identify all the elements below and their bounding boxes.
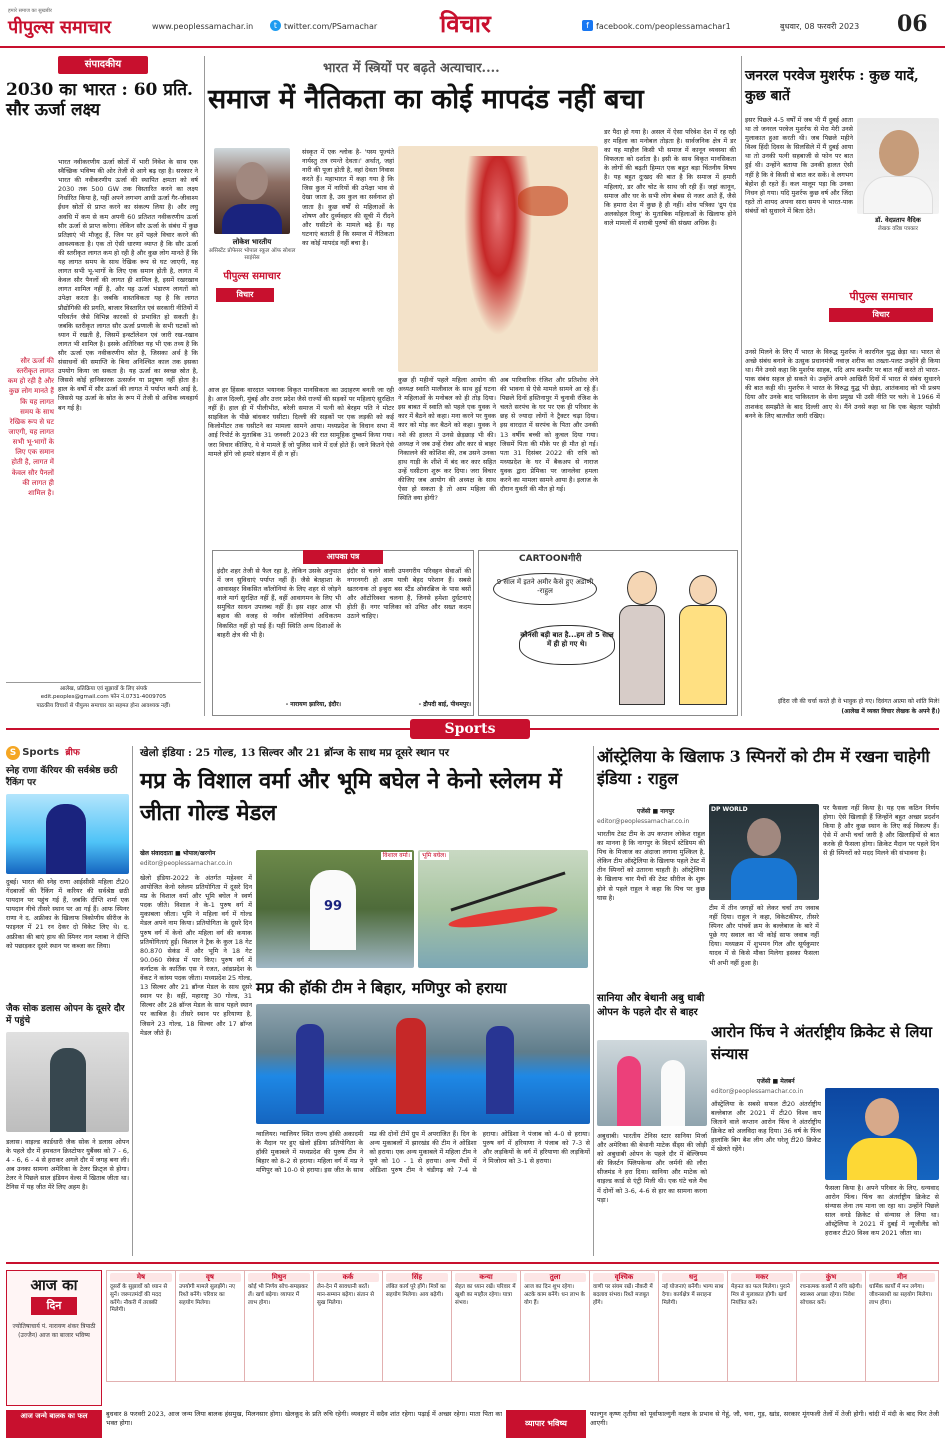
rashi-text: दूसरों के सुझावों को ध्यान से सुनें। जरूरतमंदों की मदद करेंगे। नौकरी में तरक्की मिलेगी। bbox=[110, 1284, 168, 1314]
rashi-name: कुंभ bbox=[800, 1273, 862, 1282]
letter-1: इंदौर शहर तेजी से फैल रहा है, लेकिन उसके अनुपात में जन सुविधाएं पर्याप्त नहीं हैं। जैसे बेतहाशा के आवासहर विकसित कॉलोनियां के लिए शहर से जोड़ने वाले मार्ग सुरक्षित नहीं हैं, वहीं आवागमन के लिए भी समुचित साधन उपलब्ध नहीं हैं। इस शहर आज भी बहाव की वजह से नवीन कॉलोनियां अधिकतम विकसित नहीं हो पाई हैं। यहीं स्थिति अन्य दिशाओं के बाहरी क्षेत्र की भी है। bbox=[217, 567, 341, 639]
letter-1-sign: - नारायण झारिया, इंदौर। bbox=[285, 701, 341, 708]
hockey-player-2 bbox=[396, 1018, 426, 1114]
rashi-text: कोई भी निर्णय सोच-समझकर लें। खर्च बढ़ेगा। व्यापार में लाभ होगा। bbox=[248, 1284, 308, 1306]
cartoon-bubble-1: 9 साल में इतने अमीर कैसे हुए अडाणी -राहुल bbox=[493, 573, 597, 605]
rashi-text: वाणी पर संयम रखें। नौकरी में बदलाव संभव। रिश्ते मजबूत होंगे। bbox=[593, 1284, 653, 1306]
rashi-name: धनु bbox=[662, 1273, 724, 1282]
rashi-vrish bbox=[176, 1271, 245, 1381]
rashi-kanya bbox=[452, 1271, 521, 1381]
story1-photo-2 bbox=[418, 850, 588, 968]
author-brand-sub: विचार bbox=[216, 288, 274, 302]
story1-bib: 99 bbox=[323, 899, 343, 914]
facebook-icon: f bbox=[582, 20, 593, 31]
sports-banner: Sports bbox=[410, 719, 530, 739]
hockey-body: ग्वालियर। ग्वालियर स्थित राज्य हॉकी अकादमी के मैदान पर हुए खेलो इंडिया प्रतियोगिता के हॉकी मुकाबले में मध्यप्रदेश की पुरुष टीम ने बिहार को 8-2 से हराया। महिला वर्ग में मप्र ने मणिपुर को 10-0 से हराया। इस जीत के साथ मप्र की दोनों टीमें ग्रुप में अपराजित हैं। दिन के अन्य मुकाबलों में झारखंड की टीम ने ओडिशा को हराया। एक अन्य मुकाबले में महिला टीम ने पुणे को 10 - 1 से हराया। अन्य मैचों में ओडिशा पुरुष टीम ने चंडीगढ़ को 7-4 से हराया। ओडिशा ने पंजाब को 4-0 से हराया। पुरुष वर्ग में हरियाणा ने पंजाब को 7-3 से और लड़कियों के वर्ग में हरियाणा की लड़कियों ने मिजोरम को 3-1 से हराया। bbox=[256, 1130, 590, 1175]
story2-headline: ऑस्ट्रेलिया के खिलाफ 3 स्पिनरों को टीम में रखना चाहेगी इंडिया : राहुल bbox=[597, 747, 930, 789]
article-col2: कुछ ही महीनों पहले महिला आयोग की अध्यक्ष स्वाति मालीवाल के साथ हुई घटना ने महिलाओं के मनोबल को ही तोड़ दिया। इस बाबत में स्वाति को पहले एक युवक ने कार में बैठने को कहा। मना करने पर युवक कार को मोड़ कर बैठने को कहा। युवक ने नशे की हालत में उनसे छेड़छाड़ भी की। अध्यक्ष ने जब उन्हें रोका और कार से बाहर निकालने की कोशिश की, तब उसने उनका हाथ गाड़ी के शीशे में बंद कर कार सहित उन्हें घसीटना शुरू कर दिया। जरा विचार कीजिए जब आयोग की अध्यक्ष के साथ ऐसा हो सकता है तो आम महिला की स्थिति क्या होगी? bbox=[398, 376, 496, 503]
horoscope-title-box bbox=[6, 1270, 102, 1406]
author-photo bbox=[214, 148, 290, 234]
market-label: व्यापार भविष्य bbox=[506, 1410, 586, 1438]
author-face bbox=[236, 162, 268, 200]
cartoon-bubble-2: कौनसी बड़ी बात है...हम तो 5 साल में ही हो गए थे। bbox=[519, 625, 615, 665]
article-illustration bbox=[398, 146, 598, 372]
author-shirt bbox=[222, 204, 282, 234]
rashi-text: रचनात्मक कार्यों में रुचि बढ़ेगी। स्वास्थ्य अच्छा रहेगा। निवेश सोचकर करें। bbox=[800, 1284, 862, 1306]
rashi-tula bbox=[521, 1271, 590, 1381]
article-col1b: आज हर हिंसक वारदात भयानक विकृत मानसिकता का उदाहरण बनती जा रही है। आज दिल्ली, मुंबई और उत्तर प्रदेश जैसे राज्यों की सड़कों पर महिलाएं सुरक्षित नहीं हैं। हाल ही में पीलीभीत, बरेली समाज में पत्नी को बेरहम पति ने मोटर साइकिल के पीछे बांधकर घसीटा। दिल्ली की सड़कों पर एक लड़की को कई किलोमीटर तक घसीटने का मामला सामने आया। मध्यप्रदेश के विधान सभा में आई रिपोर्ट के मुताबिक 31 जनवरी 2023 की रात सामूहिक दुष्कर्म किया गया। जरा विचार कीजिए, ये वे मामले हैं जो पुलिस थाने में दर्ज होते हैं। जाने कितने ऐसे मामले होंगे जो हमारे संज्ञान में ही न हों। bbox=[208, 386, 394, 458]
author-box bbox=[208, 148, 296, 398]
story2-body-3: पर फैसला नहीं किया है। यह एक कठिन निर्णय होगा। ऐसे खिलाड़ी हैं जिन्होंने बहुत अच्छा प्रदर्शन किया है और कुछ स्थान के लिए कई विकल्प हैं। ऐसे में अभी चर्चा जारी है और खिलाड़ियों से बात करके ही फैसला होगा। क्रिकेट मैदान पर पहले दिन से ही स्पिनरों को मदद मिलने की संभावना है। bbox=[823, 804, 939, 858]
cartoon-figure-right bbox=[675, 575, 731, 711]
page-number: 06 bbox=[897, 11, 928, 37]
rashi-mesh bbox=[107, 1271, 176, 1381]
right-body-1: इसर पिछले 4-5 वर्षों में जब भी मैं दुबई आता था तो जनरल परवेज मुशर्रफ से मेरा मेरी उनसे मुलाकात हुआ करती थी। जब पिछले महीने विश्व हिंदी दिवस के सिलसिले में मैं दुबई आया था तो उनकी पत्नी सहबाजी से फोन पर बात हुई थी। उन्होंने बताया कि उनकी हालत ऐसी नहीं है कि वे किसी से बात कर सकें। वे लगभग बेहोश ही रहते हैं। कल मालूम पड़ा कि उनका निधन हो गया। यदि मुशर्रफ कुछ वर्ष और जिंदा रहते तो शायद अपना सारा समय वे भारत-पाक संबंधों को सुधारने में बिता देते। bbox=[745, 116, 853, 215]
website-link[interactable]: www.peoplessamachar.in bbox=[152, 22, 254, 31]
horoscope-title-bottom: दिन bbox=[31, 1297, 77, 1315]
letter-2: इंदौर से चलने वाली उपनगरीय परिवहन सेवाओं की नगरनगरी हो आम यात्री बेहद परेशान हैं। सबसे खतरनाक तो इन्हुरा बस स्टैंड ओवरब्रिज के पास बसों और ऑटोरिक्शा चलना है, जिनसे हमेशा दुर्घटनाएं होती हैं। नगर पालिका को उचित और सख्त कदम उठाने चाहिए। bbox=[347, 567, 471, 621]
rashi-name: मेष bbox=[110, 1273, 172, 1282]
brand-name: पीपुल्स समाचार bbox=[8, 17, 111, 38]
market-text: फाल्गुन कृष्ण तृतीया को पूर्वाफाल्गुनी नक्षत्र के प्रभाव से गेहूं, जौ, चना, गुड़, खांड, सरकार मूंगफली तेलों में तेजी होगी। चांदी में मंदी के बाद फिर तेजी आएगी। bbox=[590, 1410, 939, 1428]
article-kicker: भारत में स्त्रियों पर बढ़ते अत्याचार.... bbox=[323, 61, 500, 76]
horoscope-intro: ज्योतिषाचार्य पं. नारायण शंकर त्रिपाठी (उज्जैन) आज का बाजार भविष्य bbox=[12, 1323, 96, 1339]
rashi-kark bbox=[314, 1271, 383, 1381]
rashi-mithun bbox=[245, 1271, 314, 1381]
brief2-photo bbox=[6, 1032, 129, 1132]
finch-body-2: फैसला किया है। अपने परिवार के लिए, धन्यवाद आरोन फिंच। फिंच का अंतर्राष्ट्रीय क्रिकेट से संन्यास लेना तय माना जा रहा था। उन्होंने पिछले साल वनडे क्रिकेट से संन्यास ले लिया था। ऑस्ट्रेलिया ने 2021 में दुबई में न्यूजीलैंड को हराकर टी20 विश्व कप 2021 जीता था। bbox=[825, 1184, 939, 1238]
horoscope-section bbox=[6, 1262, 939, 1442]
editorial-headline: 2030 का भारत : 60 प्रति. सौर ऊर्जा लक्ष्य bbox=[6, 80, 193, 121]
editorial-body: भारत नवीकरणीय ऊर्जा स्रोतों में भारी निवेश के साथ एक स्वैच्छिक भविष्य की ओर तेजी से आगे बढ़ रहा है। सरकार ने भारत की नवीकरणीय ऊर्जा की स्थापित क्षमता को वर्ष 2030 तक 500 GW तक विस्तारित करने का लक्ष्य निर्धारित किया है, यहीं अपने लगभग आधी ऊर्जा गैर-जीवाश्म ईंधन स्रोतों से प्राप्त करने का संकल्प लिया है। और लघु अवधि में कम से कम अपनी 60 प्रतिशत नवीकरणीय ऊर्जा सौर ऊर्जा से प्राप्त करेगा। लेकिन सौर ऊर्जा के संबंध में कुछ प्रतिज्ञाएं भी मौजूद हैं, जिन पर हमें पहले विचार करने की आवश्यकता है। एक तो ऐसी धारणा व्याप्त है कि सौर ऊर्जा की स्तरीकृत लागत कम हो रही है और कुछ लोग मानते हैं कि यह लागत समय के साथ रेखिक रूप से घट जाएगी, यह लागत सभी भू-भागों के लिए एक समान होती है, लागत में केवल सौर पैनलों की लागत ही शामिल है, इसमें रखरखाव लागत शामिल नहीं है, और यह ऊर्जा भंडारण लागतों को उपेक्षा करता है। जबकि वास्तविकता यह है कि लागत प्रौद्योगिकी की प्रगति, बाजार विस्तारित एवं सरकारी नीतियों में परिवर्तन जैसे विभिन्न कारकों से प्रभावित हो सकती है। जबकि स्तरीकृत लागत सौर ऊर्जा प्रणाली के सभी घटकों को ध्यान में रखती है, जिसमें इन्स्टॉलेशन एवं जारी रख-रखाव लागत भी शामिल है। इसके अतिरिक्त यह भी एक तथ्य है कि सौर ऊर्जा एक नवीकरणीय स्रोत है, जिसका अर्थ है कि संसाधनों की समाप्ति के बिना अनिश्चित काल तक इसका उपयोग किया जा सकता है। यह ऊर्जा का स्वच्छ स्रोत है, जिससे कोई हानिकारक उत्सर्जन या प्रदूषण नहीं होता है। हाल के वर्षों में सौर ऊर्जा की लागत में पर्याप्त कमी आई है, जिससे यह ऊर्जा के स्रोत के रूप में तेजी से अधिक व्यवहार्य बन गई है। bbox=[58, 158, 198, 412]
right-article bbox=[745, 56, 940, 716]
footer-contact-label: आलेख, प्रतिक्रिया एवं सुझावों के लिए संपर्क bbox=[59, 686, 148, 692]
story1-headline: मप्र के विशाल वर्मा और भूमि बघेल ने केनो स्लेलम में जीता गोल्ड मेडल bbox=[140, 768, 562, 826]
rashi-name: वृश्चिक bbox=[593, 1273, 655, 1282]
rashi-name: कन्या bbox=[455, 1273, 517, 1282]
sports-brief bbox=[6, 746, 129, 1256]
rashi-text: नई योजनाएं बनेंगी। भाग्य साथ देगा। कार्यक्षेत्र में सराहना मिलेगी। bbox=[662, 1284, 724, 1306]
rashi-singh bbox=[383, 1271, 452, 1381]
rashi-name: वृष bbox=[179, 1273, 241, 1282]
tennis-headline: सानिया और बेथानी अबु धाबी ओपन के पहले दौर से बाहर bbox=[597, 993, 705, 1018]
cartoon-figure-left bbox=[617, 571, 667, 711]
illustration-figure bbox=[458, 156, 538, 356]
story2-email[interactable]: editor@peoplessamachar.co.in bbox=[597, 818, 690, 825]
rashi-name: तुला bbox=[524, 1273, 586, 1282]
story1-kicker: खेलो इंडिया : 25 गोल्ड, 13 सिल्वर और 21 ब्रॉन्ज के साथ मप्र दूसरे स्थान पर bbox=[140, 747, 449, 759]
illustration-hand bbox=[518, 186, 568, 216]
article-col4: डर पैदा हो गया है। असल में ऐसा परिवेश देश में रह रही हर महिला का मनोबल तोड़ता है। सार्वजनिक क्षेत्र में डर का यह माहौल किसी भी समाज में कानून व्यवस्था की विफलता को दर्शाता है। इसी के साथ विकृत मानसिकता के लोगों की बढ़ती हिम्मत एक बहुत बड़ा चिंतनीय विषय है। यह बहुत दुःखद की बात है कि समाज में हमारी महिलाएं, डर और चोट के साथ जी रही हैं। जहां कानून, समाज और घर के सभी लोग बेबस से नजर आते हैं, जैसे कि हमारा देश में कुछ है ही नहीं। शोध पत्रिका 'द्रुप एंड अलकोहल रिव्यु' के मुताबिक महिलाओं के खिलाफ होने वाले मामलों में शराबी पुरुषों की संख्या अधिक है। bbox=[604, 128, 736, 227]
brief-logo-text: Sports bbox=[22, 747, 60, 758]
story1-paddle bbox=[450, 872, 565, 912]
brand-logo bbox=[8, 8, 148, 40]
brief-label: ब्रीफ bbox=[65, 748, 80, 758]
author-name: लोकेश भारतीय bbox=[232, 238, 272, 246]
brief1-photo bbox=[6, 794, 129, 874]
editorial-pull-quote: सौर ऊर्जा की स्तरीकृत लागत कम हो रही है और कुछ लोग मानते हैं कि यह लागत समय के साथ रेखिक रूप से घट जाएगी, यह लागत सभी भू-भागों के लिए एक समान होती है, लागत में केवल सौर पैनलों की लागत ही शामिल है। bbox=[7, 357, 54, 497]
section-title: विचार bbox=[440, 9, 491, 38]
rashi-text: सेहत का ध्यान रखें। परिवार में खुशी का माहौल रहेगा। यात्रा संभव। bbox=[455, 1284, 516, 1306]
hockey-player-3 bbox=[486, 1026, 514, 1114]
rashi-vrishchik bbox=[590, 1271, 659, 1381]
brief1-player bbox=[46, 804, 86, 874]
hockey-headline: मप्र की हॉकी टीम ने बिहार, मणिपुर को हराया bbox=[256, 979, 507, 997]
right-author-face bbox=[879, 130, 919, 176]
rashi-text: लंबित कार्य पूरे होंगे। मित्रों का सहयोग मिलेगा। आय बढ़ेगी। bbox=[386, 1284, 446, 1298]
brief2-headline: जैक सोक डलास ओपन के दूसरे दौर में पहुंचे bbox=[6, 1004, 125, 1026]
article-col1: संस्कृत में एक श्लोक है- 'यस्य पूज्यंते नार्यस्तु तत्र रमन्ते देवता।' अर्थात्, जहां नारी की पूजा होती है, वहां देवता निवास करते हैं। महाभारत में कहा गया है कि जिस कुल में नारियों की उपेक्षा भाव से देखा जाता है, उस कुल का सर्वनाश हो जाता है। कुछ वर्षों से महिलाओं के शोषण और दुर्व्यवहार की सूची में रौंदने और घसीटने के मामले बढ़े हैं। यह घटनाएं बताती हैं कि समाज में नैतिकता का कोई मापदंड नहीं बचा है। bbox=[302, 148, 394, 247]
right-author-name: डॉ. वेदप्रताप वैदिक bbox=[875, 216, 921, 224]
finch-headline: आरोन फिंच ने अंतर्राष्ट्रीय क्रिकेट से लिया संन्यास bbox=[711, 1023, 932, 1063]
sports-story-1 bbox=[136, 746, 590, 1256]
finch-player-shirt bbox=[847, 1138, 917, 1180]
story1-photo-1 bbox=[256, 850, 414, 968]
editorial-footer bbox=[6, 682, 201, 710]
rashi-text: मेहनत का फल मिलेगा। पुराने मित्र से मुलाकात होगी। खर्च नियंत्रित करें। bbox=[731, 1284, 790, 1306]
brief2-player bbox=[50, 1048, 86, 1132]
cartoon-box bbox=[478, 550, 738, 716]
footer-disclaimer: पाठकीय विचारों से पीपुल्स समाचार का सहमत होना आवश्यक नहीं। bbox=[36, 702, 171, 709]
right-headline: जनरल परवेज मुशर्रफ : कुछ यादें, कुछ बातें bbox=[745, 68, 919, 105]
right-author-shirt bbox=[863, 176, 933, 214]
story1-dateline: खेल संवाददाता ■ भोपाल/खरगोन bbox=[140, 850, 216, 857]
brand-tagline: हमारे समाज का सुखबीर bbox=[8, 8, 52, 14]
story2-body-1: भारतीय टेस्ट टीम के उप कप्तान लोकेश राहुल का मानना है कि नागपुर के विदर्भ स्टेडियम की पिच के मिजाज का अंदाजा लगाना मुश्किल है, लेकिन टीम ऑस्ट्रेलिया के खिलाफ पहले टेस्ट में तीन स्पिनरों को उतारना चाहती है। ऑस्ट्रेलिया के खिलाफ चार मैचों की टेस्ट सीरीज के शुरू होने से पहले राहुल ने कहा कि पिच पर कुछ घास है। bbox=[597, 830, 705, 902]
letters-box bbox=[212, 550, 474, 716]
right-author-desc: लेखक वरिष्ठ पत्रकार bbox=[878, 226, 918, 232]
right-footer: (आलेख में व्यक्त विचार लेखक के अपने हैं।) bbox=[841, 708, 940, 715]
rashi-text: लेन-देन में सावधानी बरतें। मान-सम्मान बढ़ेगा। संतान से सुख मिलेगा। bbox=[317, 1284, 374, 1306]
story1-body: खेलो इंडिया-2022 के अंतर्गत महेश्वर में आयोजित केनो स्लेलम प्रतियोगिता में दूसरे दिन मप्र के विशाल वर्मा और भूमि बघेल ने स्वर्ण पदक जीते। विशाल ने के-1 पुरुष वर्ग में मुकाबला जीता। भूमि ने महिला वर्ग में गोल्ड मेडल अपने नाम किया। प्रतियोगिता के दूसरे दिन पुरुष वर्ग में केनो और महिला वर्ग की कयाक प्रतियोगिताएं हुईं। विशाल ने ट्रैक के कुल 18 गेट 80.870 सेकंड में और भूमि ने 18 गेट 90.060 सेकंड में पार किए। पुरुष वर्ग में कर्नाटक के कार्तिक एस ने रजत, आंध्रप्रदेश के वेंकट ने कांस्य पदक जीता। मध्यप्रदेश 25 गोल्ड, 13 सिल्वर और 21 ब्रॉन्ज मेडल के साथ दूसरे स्थान पर है। वहीं, महाराष्ट्र 30 गोल्ड, 31 सिल्वर और 28 ब्रॉन्ज मेडल के साथ पहले स्थान पर काबिज है। तीसरे स्थान पर हरियाणा है, जिसने 23 गोल्ड, 18 सिल्वर और 17 ब्रॉन्ज मेडल जीते हैं। bbox=[140, 874, 252, 1037]
right-rip: इंदिरा जी की चर्चा करते ही वे भावुक हो गए। दिवंगत आत्मा को शांति मिले! bbox=[778, 698, 940, 705]
letters-title: आपका पत्र bbox=[303, 550, 383, 564]
baby-text: बुधवार 8 फरवरी 2023, आज जन्म लिया बालक हंसमुख, मिलनसार होगा। खेलकूद के प्रति रुचि रहेगी। व्यवहार में सदैव शांत रहेगा। पढ़ाई में अच्छा रहेगा। माता पिता का भक्त होगा। bbox=[106, 1410, 502, 1428]
tennis-body: अबुधाबी। भारतीय टेनिस स्टार सानिया मिर्जा और अमेरिका की बेथानी माटेक सैंड्स की जोड़ी को अबुधाबी ओपन के पहले दौर में बेल्जियम की किर्स्टन फ्लिपकेन्स और जर्मनी की लौरा सीजमंड ने हरा दिया। सानिया और माटेक को वाइल्ड कार्ड से एंट्री मिली थी। एक घंटे चले मैच में दोनों को 3-6, 4-6 से हार का सामना करना पड़ा। bbox=[597, 1132, 707, 1204]
brief1-body: दुबई। भारत की स्नेह राणा आईसीसी महिला टी20 गेंदबाजों की रैंकिंग में करियर की सर्वश्रेष्ठ छठी पायदान पर पहुंच गई हैं, जबकि दीप्ति शर्मा एक पायदान नीचे तीसरे स्थान पर आ गई हैं। आफ स्पिनर राणा ने द. अफ्रीका के खिलाफ त्रिकोणीय सीरीज के फाइनल में 21 रन देकर दो विकेट लिए थे। द. अफ्रीका की बाएं हाथ की स्पिनर नान म्लाबा ने दीप्ति को पछाड़कर दूसरे स्थान पर कब्जा कर लिया। bbox=[6, 878, 129, 950]
finch-body-1: ऑस्ट्रेलिया के सबसे सफल टी20 अंतर्राष्ट्रीय बल्लेबाज और 2021 में टी20 विश्व कप जिताने वाले कप्तान आरोन फिंच ने अंतर्राष्ट्रीय क्रिकेट को अलविदा कह दिया। 36 वर्ष के फिंच हालांकि बिग बैश लीग और घरेलू टी20 क्रिकेट में खेलते रहेंगे। bbox=[711, 1100, 821, 1154]
rashi-name: मिथुन bbox=[248, 1273, 310, 1282]
right-brand: पीपुल्स समाचार bbox=[849, 290, 913, 303]
right-author-photo bbox=[857, 118, 939, 214]
tennis-player-1 bbox=[617, 1056, 641, 1126]
cartoon-title: CARTOONगीरी bbox=[519, 554, 582, 564]
story2-photo-text: DP WORLD bbox=[711, 806, 748, 813]
editorial-section bbox=[6, 56, 201, 716]
story1-photo-1-label: विशाल वर्मा। bbox=[382, 852, 410, 859]
hockey-photo bbox=[256, 1004, 590, 1124]
right-body-2: उनसे मिलने के लिए मैं भारत के विरुद्ध मुशर्रफ ने कारगिल युद्ध छेड़ा था। भारत से अच्छे संबंध बनाने के उत्सुक प्रधानमंत्री नवाज़ शरीफ का तख्ता-पलट उन्होंने ही किया था। मैंने उनसे कहा कि मुशर्रफ साहब, यदि आप कश्मीर पर बात नहीं करते तो भारत-पाक संबंध सहज हो सकते थे। उन्होंने अपने आखिरी दिनों में भारत से संबंध सुधारने की बात कही थी। मुशर्रफ ने भारत के विरुद्ध युद्ध भी छेड़ा, आतंकवाद को भी प्रश्रय दिया और उनके बाद पाकिस्तान के सेना प्रमुख भी उसी नीति पर चले। वे 1966 में ताशकंद समझौते के बाद दिल्ली आए थे। मैंने उनसे कहा था कि एक बेहतर पड़ोसी बनने के लिए बातचीत जारी रखिए। bbox=[745, 348, 940, 420]
brief1-headline: स्नेह राणा कॅरियर की सर्वश्रेष्ठ छठी रैंकिंग पर bbox=[6, 766, 118, 788]
story1-email[interactable]: editor@peoplessamachar.co.in bbox=[140, 860, 233, 867]
story2-body-2: टीम में तीन जगहों को लेकर चर्चा तय जवाब नहीं दिया। राहुल ने कहा, विकेटकीपर, तीसरे स्पिनर और पांचवें क्रम के बल्लेबाज के बारे में पूछे गए सवाल का भी कोई साफ जवाब नहीं दिया। मध्यक्रम में शुभमन गिल और सूर्यकुमार यादव में से किसे मौका मिलेगा इसका फैसला भी अभी नहीं हुआ है। bbox=[709, 904, 819, 967]
footer-email[interactable]: edit.peoples@gmail.com फोन नं.0731-4009705 bbox=[40, 694, 167, 701]
brief2-body: डलास। वाइल्ड कार्डधारी जैक सोक ने डलास ओपन के पहले दौर में हमवतन क्रिस्टोफर युबैंक्स को 7 - 6, 4 - 6, 6 - 4 से हराकर अगले दौर में जगह बना ली। अब उनका सामना अमेरिका के टेलर फ्रिट्ज से होगा। टेलर ने पिछले साल इंडियन वेल्स में खिताब जीता था। टैनिस में यह जीत मेरे लिए अहम है। bbox=[6, 1138, 129, 1192]
story2-dateline: एजेंसी ■ नागपुर bbox=[637, 808, 675, 815]
hockey-player-1 bbox=[296, 1024, 324, 1114]
rashi-text: धार्मिक कार्यों में मन लगेगा। जीवनसाथी का सहयोग मिलेगा। लाभ होगा। bbox=[869, 1284, 933, 1306]
brief-logo bbox=[6, 746, 129, 762]
finch-player-face bbox=[865, 1098, 899, 1136]
editorial-label: संपादकीय bbox=[58, 56, 148, 74]
issue-date: बुधवार, 08 फरवरी 2023 bbox=[780, 22, 860, 31]
baby-forecast bbox=[6, 1410, 506, 1440]
rashi-name: मकर bbox=[731, 1273, 793, 1282]
rashi-text: आज का दिन शुभ रहेगा। अटके काम बनेंगे। धन लाभ के योग हैं। bbox=[524, 1284, 585, 1306]
twitter-icon: t bbox=[270, 20, 281, 31]
rashi-kumbh bbox=[797, 1271, 866, 1381]
horoscope-title-top: आज का bbox=[30, 1276, 78, 1294]
story2-player-face bbox=[747, 818, 781, 856]
finch-photo bbox=[825, 1088, 939, 1180]
sports-story-2 bbox=[597, 746, 939, 1256]
rashi-grid bbox=[106, 1270, 939, 1382]
rashi-name: सिंह bbox=[386, 1273, 448, 1282]
author-desc: असिस्टेंट प्रोफेसर भोपाल स्कूल ऑफ सोशल साइंसेस bbox=[208, 248, 296, 262]
author-brand: पीपुल्स समाचार bbox=[223, 271, 281, 282]
tennis-player-2 bbox=[661, 1060, 685, 1126]
rashi-name: मीन bbox=[869, 1273, 935, 1282]
rashi-dhanu bbox=[659, 1271, 728, 1381]
rashi-text: उपयोगी मामले सुलझेंगे। नए रिश्ते बनेंगे। परिवार का सहयोग मिलेगा। bbox=[179, 1284, 236, 1306]
main-article bbox=[208, 56, 738, 546]
tennis-photo bbox=[597, 1040, 707, 1126]
market-forecast bbox=[506, 1410, 939, 1440]
brief-logo-s: S bbox=[6, 746, 20, 760]
story2-photo bbox=[709, 804, 819, 900]
rashi-meen bbox=[866, 1271, 938, 1381]
right-brand-sub: विचार bbox=[829, 308, 933, 322]
finch-email[interactable]: editor@peoplessamachar.co.in bbox=[711, 1088, 804, 1095]
finch-dateline: एजेंसी ■ मेलबर्न bbox=[757, 1078, 795, 1085]
rashi-name: कर्क bbox=[317, 1273, 379, 1282]
article-col3: अब पारिवारिक रंजिश और प्रतिशोध लेने की भावना से ऐसे मामले सामने आ रहे हैं। पिछले दिनों हस्तिनापुर में चुनावी रंजिश के चलते सरपंच के घर पर एक ही परिवार के छह से ज्यादा लोगों ने ट्रैक्टर चढ़ा दिया। इस वारदात में सरपंच के पिता और उनकी 13 वर्षीय बच्ची को कुचल दिया गया। जिसमें पिता की मौके पर ही मौत हो गई। पता 31 दिसंबर 2022 की रात्रि को मध्यप्रदेश के घर में बैकअप से नाराज युवक द्वारा प्रेमिका पर जानलेवा हमला करने का मामला सामने आया है। इलाज के दौरान युवती की मौत हो गई। bbox=[500, 376, 598, 494]
facebook-link[interactable]: facebook.com/peoplessamachar1 bbox=[596, 22, 731, 31]
article-headline: समाज में नैतिकता का कोई मापदंड नहीं बचा bbox=[208, 84, 644, 115]
story2-player-shirt bbox=[731, 858, 797, 900]
masthead bbox=[0, 0, 945, 48]
story1-photo-2-label: भूमि बघेल। bbox=[422, 852, 447, 859]
letter-2-sign: - द्रौपदी बाई, पीथमपुर। bbox=[418, 701, 471, 708]
rashi-makar bbox=[728, 1271, 797, 1381]
twitter-link[interactable]: twitter.com/PSamachar bbox=[284, 22, 378, 31]
baby-label: आज जन्मे बालक का फल bbox=[6, 1410, 102, 1438]
